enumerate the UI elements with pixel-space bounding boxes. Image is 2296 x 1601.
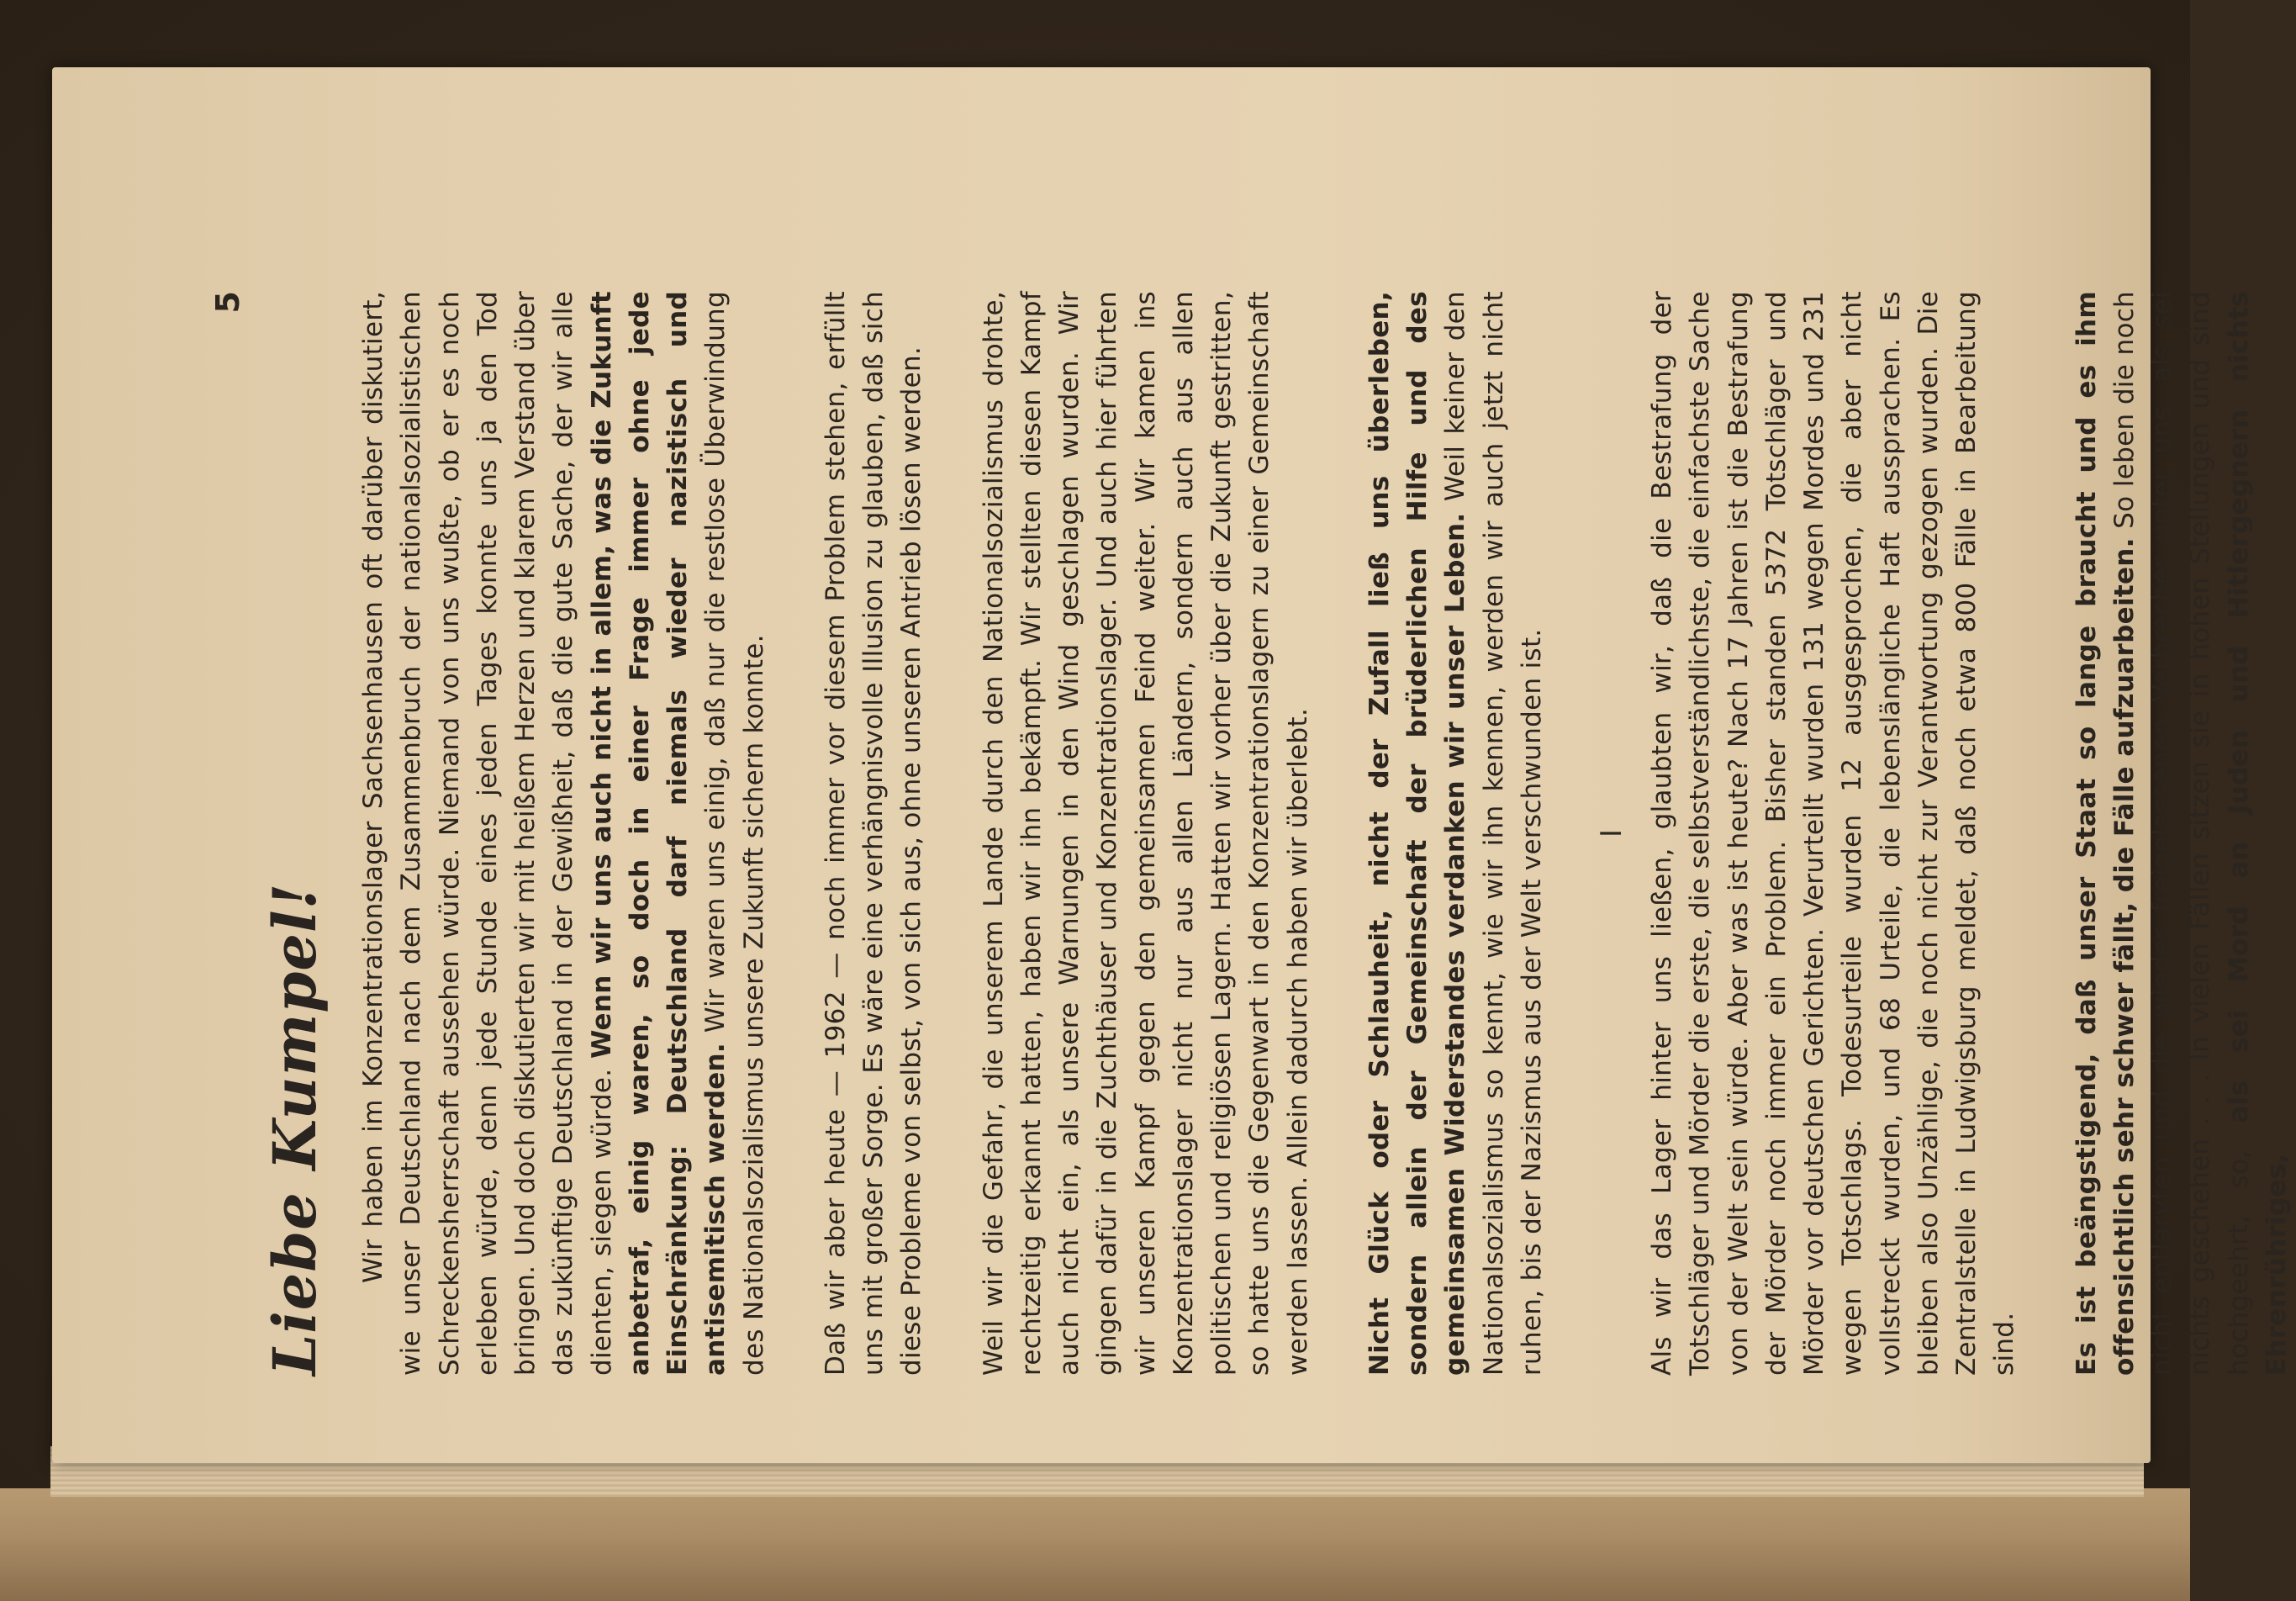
rotated-text-block [182, 211, 2292, 1456]
paragraph-6-bold: Es ist beängstigend, daß unser Staat so lange braucht und es ihm offensichtlich sehr schwer fällt, die Fälle aufzuarbeiten. [2071, 291, 2140, 1376]
paragraph-3-text: Weil wir die Gefahr, die unserem Lande durch den Nationalsozialismus drohte, rechtzeitig erkannt hatten, haben wir ihn bekämpft. Wir stellten diesen Kampf auch nicht ein, als unsere Warnungen in den Wind geschlagen wurden. Wir gingen dafür in die Zuchthäuser und Konzentrationslager. Und auch hier führten wir unseren Kampf gegen den gemeinsamen Feind weiter. Wir kamen ins Konzentrationslager nicht nur aus allen Ländern, sondern auch aus allen politischen und religiösen Lagern. Hatten wir vorher über die Zukunft gestritten, so hatte uns die Gegenwart in den Konzentrationslagern zu einer Gemeinschaft werden lassen. Allein dadurch haben wir überlebt. [978, 291, 1313, 1376]
paragraph-2 [817, 291, 932, 1376]
paragraph-1 [355, 291, 773, 1376]
paragraph-1-bold: Wenn wir uns auch nicht in allem, was die Zukunft anbetraf, einig waren, so doch in einer Frage immer ohne jede Einschränkung: Deutschland darf niemals wieder nazistisch und antisemitisch werden. [586, 291, 731, 1376]
paragraph-3 [975, 291, 1317, 1376]
book-page [52, 67, 2292, 1463]
paragraph-6-bold-end: als sei Mord an Juden und Hitlergegnern nichts Ehrenrühriges, [2223, 291, 2292, 1376]
paragraph-1-text: Wir haben im Konzentrationslager Sachsenhausen oft darüber diskutiert, wie unser Deutschland nach dem Zusammenbruch der nationalsozialistischen Schreckensherrschaft aussehen würde. Niemand von uns wußte, ob er es noch erleben würde, denn jede Stunde eines jeden Tages konnte uns ja den Tod bringen. Und doch diskutierten wir mit heißem Herzen und klarem Verstand über das zukünftige Deutschland in der Gewißheit, daß die gute Sache, der wir alle dienten, siegen würde. [358, 291, 617, 1376]
paragraph-4 [1361, 291, 1551, 1376]
paragraph-1-text-end: Wir waren uns einig, daß nur die restlose Überwindung des Nationalsozialismus unsere Zukunft sichern konnte. [700, 291, 769, 1376]
paragraph-2-text: Daß wir aber heute — 1962 — noch immer vor diesem Problem stehen, erfüllt uns mit großer Sorge. Es wäre eine verhängnisvolle Illusion zu glauben, daß sich diese Probleme von selbst, von sich aus, ohne unseren Antrieb lösen werden. [820, 291, 927, 1376]
book-edge [0, 1488, 2190, 1601]
page-title: Liebe Kumpel! [260, 882, 330, 1376]
paragraph-5 [1644, 291, 2024, 1376]
paragraph-6 [2068, 291, 2296, 1376]
paragraph-6-text: So leben die noch nicht entlarvten und die wieder freigelassenen Verbrecher unter uns, als sei nichts geschehen . . . In vielen Fällen sitzen sie in hohen Stellungen und sind hochgeehrt, so, [2109, 290, 2254, 1376]
section-divider: I [1595, 828, 1628, 838]
paragraph-5-text: Als wir das Lager hinter uns ließen, glaubten wir, daß die Bestrafung der Totschläger und Mörder die erste, die selbstverständlichste, die einfachste Sache von der Welt sein würde. Aber was ist heute? Nach 17 Jahren ist die Bestrafung der Mörder noch immer ein Problem. Bisher standen 5372 Totschläger und Mörder vor deutschen Gerichten. Verurteilt wurden 131 wegen Mordes und 231 wegen Totschlags. Todesurteile wurden 12 ausgesprochen, die aber nicht vollstreckt wurden, und 68 Urteile, die lebenslängliche Haft aussprachen. Es bleiben also Unzählige, die noch nicht zur Verantwortung gezogen wurden. Die Zentralstelle in Ludwigsburg meldet, daß noch etwa 800 Fälle in Bearbeitung sind. [1647, 291, 2020, 1376]
paragraph-4-text: Weil keiner den Nationalsozialismus so kennt, wie wir ihn kennen, werden wir auch jetzt nicht ruhen, bis der Nazismus aus der Welt verschwunden ist. [1440, 290, 1547, 1376]
paragraph-4-bold: Nicht Glück oder Schlauheit, nicht der Zufall ließ uns überleben, sondern allein der Gemeinschaft der brüderlichen Hilfe und des gemeinsamen Widerstandes verdanken wir unser Leben. [1364, 291, 1471, 1376]
page-number: 5 [209, 291, 246, 314]
